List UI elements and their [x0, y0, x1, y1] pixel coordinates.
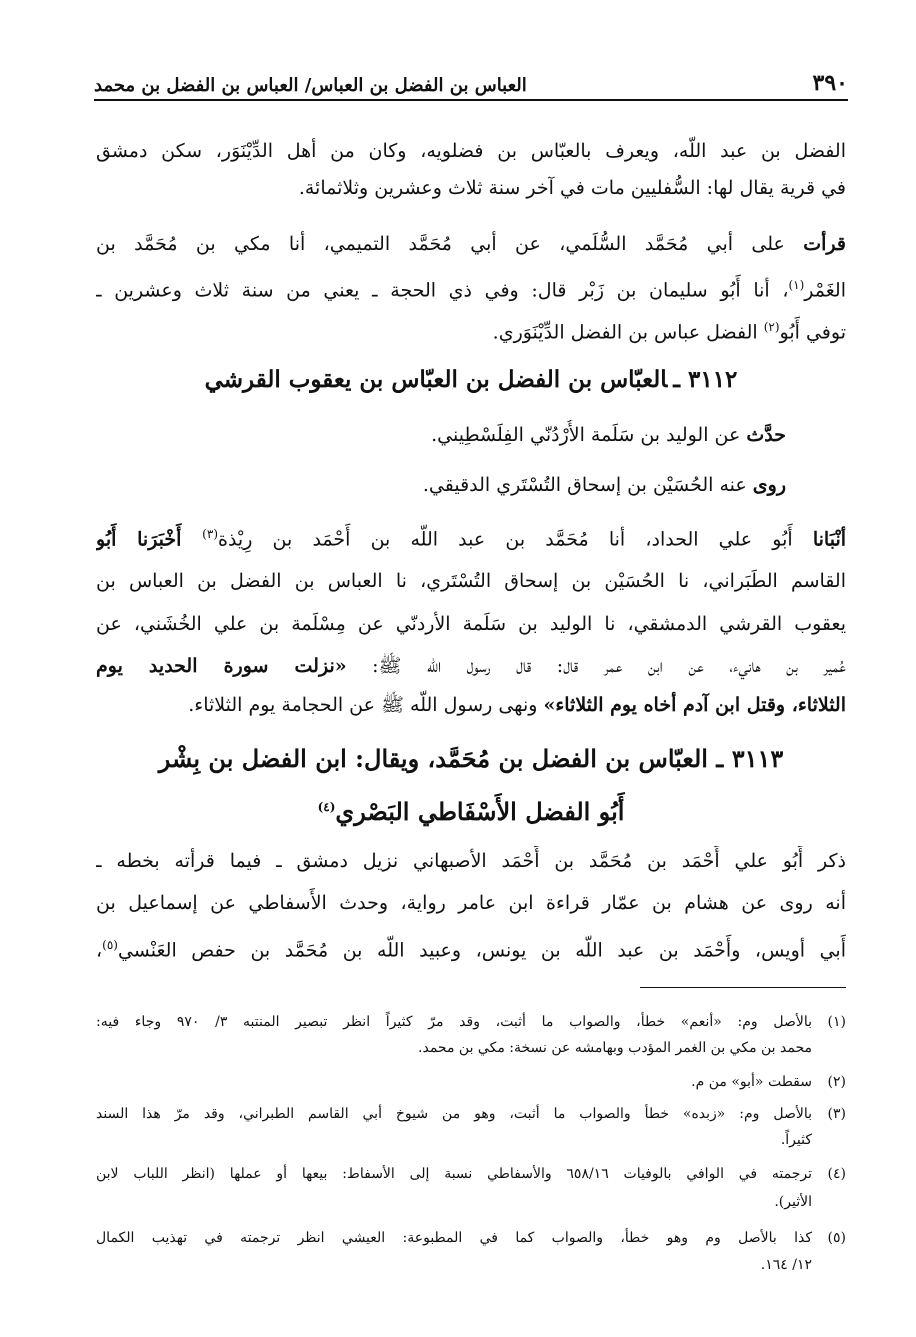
line-text: الفضل عباس بن الفضل الدِّيْنَوَري.: [492, 321, 764, 344]
line-text: ونهى رسول اللّه ﷺ عن الحجامة يوم الثلاثاء.: [188, 694, 544, 716]
footnote-continuation: الأثير).: [774, 1194, 812, 1210]
keyword-haddatha: حدَّث: [746, 424, 786, 446]
footnote-ref: (١): [788, 278, 805, 292]
body-line: [96, 270, 846, 305]
line-text: الغَمْر: [804, 279, 846, 302]
line-text: أَبي أويس، وأَحْمَد بن عبد اللّه بن يونس، وعبيد اللّه بن مُحَمَّد بن حفص العَنْسي: [117, 939, 846, 962]
body-line: [96, 312, 846, 347]
keyword-anba'ana: أنْبَانا: [812, 528, 846, 551]
footnote-ref: (٤): [317, 800, 336, 814]
body-line: [96, 651, 846, 681]
running-title: العباس بن الفضل بن العباس/ العباس بن الفضل بن محمد: [94, 75, 527, 96]
line-text: توفي أَبُو: [779, 321, 846, 344]
body-line: [96, 420, 786, 450]
page-number: ٣٩٠: [812, 70, 848, 96]
line-text: عنه الحُسَيْن بن إسحاق التُسْتَري الدقيقي.: [422, 474, 753, 496]
footnote-continuation: ١٢/ ١٦٤.: [760, 1257, 812, 1273]
footnote-ref: (٢): [763, 320, 780, 334]
body-line: القاسم الطَبَراني، نا الحُسَيْن بن إسحاق التُسْتَري، نا العباس بن الفضل بن العباس بن: [96, 570, 846, 592]
footnote-text: سقطت «أبو» من م.: [691, 1074, 812, 1090]
running-header: [94, 62, 848, 96]
line-text: ، أنا أَبُو سليمان بن زَبْر قال: وفي ذي الحجة ـ يعني من سنة ثلاث وعشرين ـ: [96, 279, 789, 302]
line-text: عُمير بن هانيء، عن ابن عمر قال: قال رسول اللّه ﷺ:: [346, 655, 846, 677]
body-line: [96, 690, 846, 720]
footnote-continuation: محمد بن مكي بن الغمر المؤدب وبهامشه عن نسخة: مكي بن محمد.: [418, 1040, 812, 1056]
footnote-continuation: كثيراً.: [780, 1132, 812, 1148]
entry-number: ٣١١٢ ـ: [673, 366, 738, 393]
entry-heading: [96, 363, 846, 397]
footnote-text: بالأصل وم: «زبده» خطأ والصواب ما أثبت، وهو من شيوخ أبي القاسم الطبراني، وقد مرّ هذا السند: [96, 1106, 812, 1122]
footnote-number: (١): [827, 1014, 846, 1030]
footnote-number: (٢): [827, 1074, 846, 1090]
footnote: [96, 1070, 846, 1094]
footnote-text: كذا بالأصل وم وهو خطأ، والصواب كما في المطبوعة: العيشي انظر ترجمته في تهذيب الكمال: [96, 1230, 812, 1246]
footnote: [96, 1162, 846, 1186]
footnote-number: (٤): [827, 1166, 846, 1182]
footnote-number: (٥): [827, 1230, 846, 1246]
body-line: [96, 229, 846, 259]
body-line: الفضل بن عبد اللّه، ويعرف بالعبّاس بن فضلويه، وكان من أهل الدِّيْنَوَر، سكن دمشق: [96, 140, 846, 162]
body-line: ذكر أَبُو علي أَحْمَد بن مُحَمَّد بن أَحْمَد الأصبهاني نزيل دمشق ـ فيما قرأته بخطه ـ: [96, 850, 846, 872]
footnote-ref: (٥): [102, 938, 118, 952]
footnote: [96, 1102, 846, 1126]
line-text: على أبي مُحَمَّد السُّلَمي، عن أبي مُحَمَّد التميمي، أنا مكي بن مُحَمَّد بن: [96, 233, 804, 255]
hadith-quote: الثلاثاء، وقتل ابن آدم أخاه يوم الثلاثاء»: [543, 694, 846, 716]
keyword-rawa: روى: [752, 474, 786, 496]
footnote: [96, 1010, 846, 1034]
footnote-rule: [640, 987, 846, 988]
body-line: يعقوب القرشي الدمشقي، نا الوليد بن سَلَمة الأردنّي عن مِسْلَمة بن علي الخُشَني، عن: [96, 613, 846, 635]
line-text: أَخْبَرَنا أَبُو: [96, 528, 203, 551]
entry-name: أَبُو الفضل الأَسْفَاطي البَصْري: [335, 797, 625, 826]
body-line: [96, 930, 846, 965]
hadith-quote: «نزلت سورة الحديد يوم: [96, 655, 347, 677]
footnote-text: بالأصل وم: «أنعم» خطأ، والصواب ما أثبت، وقد مرّ كثيراً انظر تبصير المنتبه ٣/ ٩٧٠ وجاء فيه:: [96, 1014, 812, 1030]
footnote: [96, 1226, 846, 1250]
line-text: ،: [96, 939, 103, 962]
line-text: أَبُو علي الحداد، أنا مُحَمَّد بن عبد اللّه بن أَحْمَد بن رِيْذة: [218, 528, 813, 551]
footnote-number: (٣): [827, 1106, 846, 1122]
keyword-qara'tu: قرأت: [803, 233, 846, 255]
header-rule: [94, 99, 848, 101]
body-line: [96, 519, 846, 554]
footnote-text: ترجمته في الوافي بالوفيات ٦٥٨/١٦ والأسفاطي نسبة إلى الأسفاط: بيعها أو عملها (انظر اللباب لابن: [96, 1166, 812, 1182]
line-text: عن الوليد بن سَلَمة الأُرْدُنّي الفِلَسْطِيني.: [431, 424, 747, 446]
footnote-ref: (٣): [202, 527, 218, 541]
entry-heading: ٣١١٣ ـ العبّاس بن الفضل بن مُحَمَّد، ويقال: ابن الفضل بن بِشْر: [158, 744, 784, 773]
body-line: [96, 470, 786, 500]
body-line: في قرية يقال لها: السُّفليين مات في آخر سنة ثلاث وعشرين وثلاثمائة.: [298, 177, 846, 199]
entry-name: العبّاس بن الفضل بن العبّاس بن يعقوب القرشي: [204, 366, 668, 393]
entry-heading-line2: [96, 790, 846, 829]
body-line: أنه روى عن هشام بن عمّار قراءة ابن عامر رواية، وحدث الأَسفاطي عن إسماعيل بن: [96, 892, 846, 914]
